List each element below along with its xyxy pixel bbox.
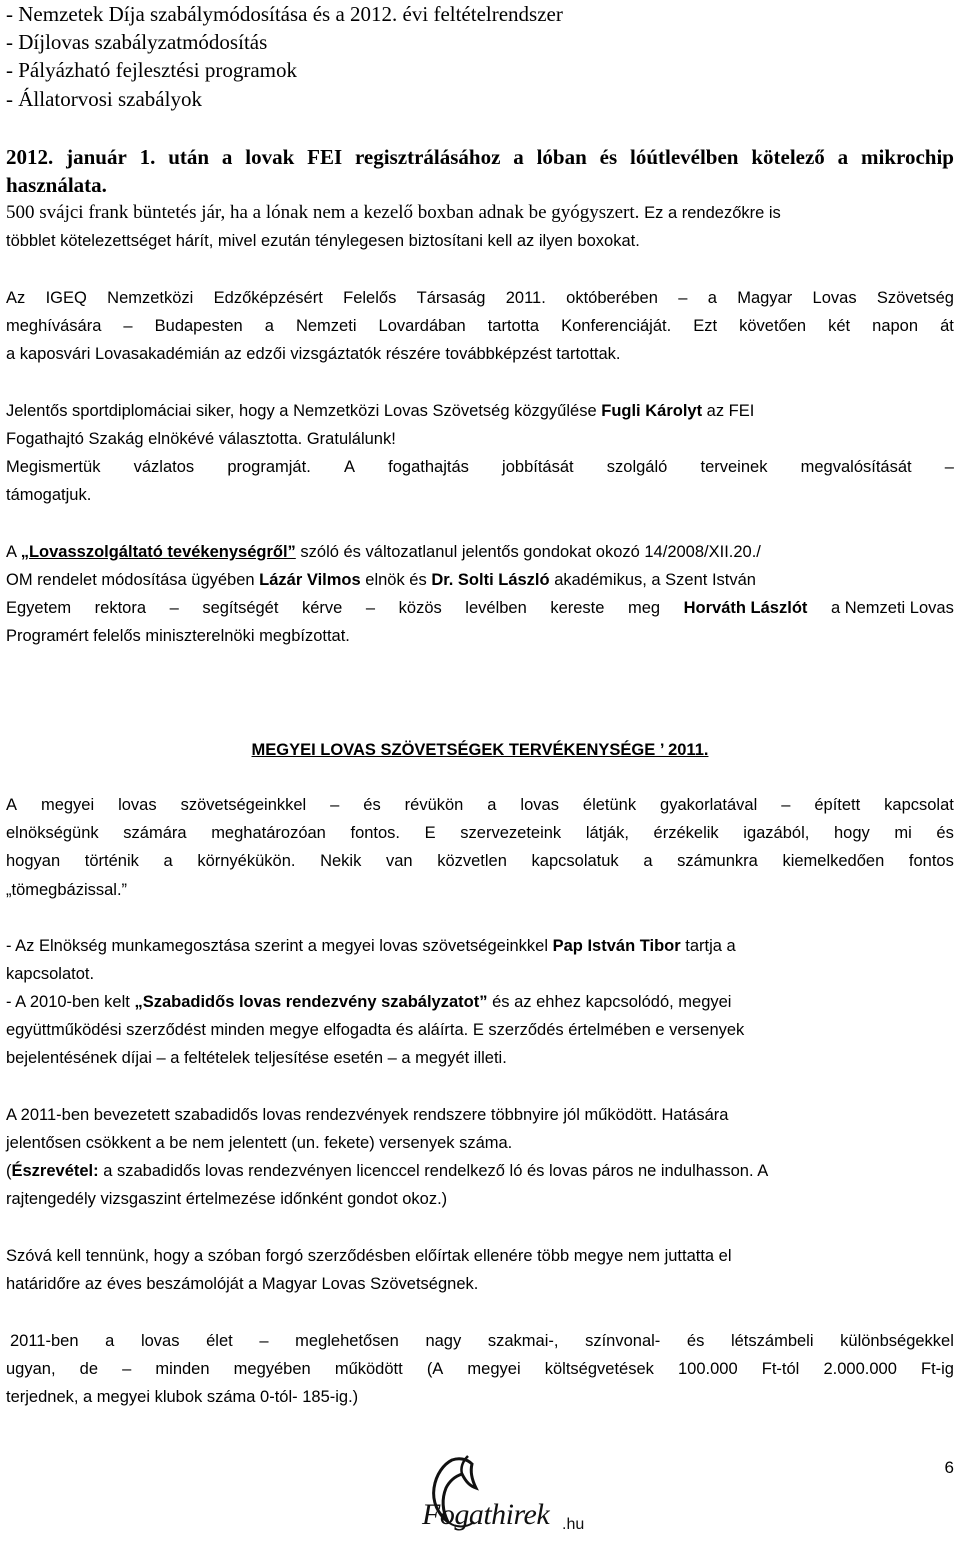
megyei-line-4: „tömegbázissal.” [6,881,128,899]
pap-line-3: - A 2010-ben kelt „Szabadidős lovas rendezvény szabályzatot” és az ehhez kapcsolódó, megyei [6,993,732,1011]
word: mikrochip [861,145,954,169]
logo-suffix: .hu [562,1516,585,1533]
szabadido-line-1: A 2011-ben bevezetett szabadidős lovas rendezvények rendszere többnyire jól működött. Hatására [6,1106,729,1124]
word: számunkra [677,852,758,870]
word: fontos. [350,824,401,842]
list-item: - Állatorvosi szabályok [6,87,202,111]
word: kapcsolat [884,796,954,814]
word: Lovas [812,289,857,307]
pap-line-1: - Az Elnökség munkamegosztása szerint a megyei lovas szövetségeinkkel Pap István Tibor tartja a [6,937,736,955]
word: Megismertük [6,458,101,476]
word: Edzőképzésért [213,289,323,307]
word: Ft-ig [920,1360,954,1378]
word: különbségekkel [840,1332,954,1350]
word: január [66,145,127,169]
word: környékükön. [197,852,296,870]
word: – [123,317,133,335]
word: (A [426,1360,444,1378]
word: számára [123,824,187,842]
word: lovak [245,145,295,169]
word: – [122,1360,132,1378]
pap-line-5: bejelentésének díjai – a feltételek teljesítése esetén – a megyét illeti. [6,1049,507,1067]
word: lovas [140,1332,180,1350]
word: minden [155,1360,210,1378]
section-heading: MEGYEI LOVAS SZÖVETSÉGEK TERVÉKENYSÉGE ’ 2011. [251,741,709,759]
word: szövetségeinkkel [180,796,307,814]
list-item: - Díjlovas szabályzatmódosítás [6,30,268,54]
word: 100.000 [678,1360,738,1378]
word: Felelős [343,289,397,307]
word: 1. [139,145,156,169]
word: fontos [908,852,954,870]
word: meghívására [6,317,102,335]
word: szolgáló [606,458,668,476]
word: megyében [233,1360,311,1378]
word: közvetlen [437,852,507,870]
word: a [837,145,849,169]
szabadido-line-4: rajtengedély vizsgaszint értelmezése időnként gondot okoz.) [6,1190,448,1208]
word: Nemzeti [295,317,357,335]
word: szervezeteink [460,824,562,842]
word: át [940,317,954,335]
igeq-line-2 [6,312,954,340]
logo-text: Fogathirek [422,1498,550,1531]
word: kötelező [751,145,825,169]
pap-line-2: kapcsolatot. [6,965,95,983]
pap-line-4: együttműködési szerződést minden megye elfogadta és aláírta. E szerződés értelmében e versenyek [6,1021,745,1039]
word: létszámbeli [730,1332,814,1350]
word: igazából, [743,824,810,842]
word: E [424,824,436,842]
word: – [678,289,688,307]
fei-line-2: használata. [6,173,107,197]
word: a [487,796,497,814]
word: révükön [404,796,464,814]
szabadido-line-3: (Észrevétel: a szabadidős lovas rendezvényen licenccel rendelkező ló és lovas páros ne indulhasson. A [6,1162,769,1180]
word: Ezt [693,317,718,335]
word: lovas [118,796,157,814]
lazar-line-4: Programért felelős miniszterelnöki megbízottat. [6,627,350,645]
word: – [781,796,791,814]
fugli-line-4: támogatjuk. [6,486,92,504]
word: és [363,796,381,814]
list-item: - Nemzetek Díja szabálymódosítása és a 2012. évi feltételrendszer [6,2,563,26]
word: meglehetősen [295,1332,399,1350]
lazar-line-3: Egyetem rektora – segítségét kérve – közös levélben kereste meg Horváth Lászlót a Nemzeti Lovas [6,599,954,617]
word: Szövetség [876,289,954,307]
word: októberében [566,289,658,307]
word: Nemzetközi [107,289,194,307]
megyei-line-2 [6,819,954,847]
word: lóban [536,145,587,169]
word: fogathajtás [388,458,469,476]
fugli-line-3 [6,453,954,481]
megyei-line-1 [6,791,954,819]
word: kapcsolatuk [531,852,619,870]
word: ugyan, [6,1360,56,1378]
word: – [259,1332,269,1350]
word: Budapesten [154,317,243,335]
word: meghatározóan [211,824,326,842]
word: nagy [425,1332,462,1350]
word: követően [739,317,807,335]
word: kiemelkedően [782,852,885,870]
fogathirek-logo [422,1452,602,1544]
word: a [105,1332,115,1350]
word: 2011. [505,289,546,307]
word: hogyan [6,852,61,870]
fei-line-4: többlet kötelezettséget hárít, mivel ezután ténylegesen biztosítani kell az ilyen boxokat. [6,232,640,250]
word: – [330,796,340,814]
word: két [828,317,851,335]
word: regisztrálásához [354,145,501,169]
word: FEI [307,145,343,169]
igeq-line-1 [6,284,954,312]
word: Ft-tól [761,1360,800,1378]
word: a [221,145,233,169]
lazar-line-2: OM rendelet módosítása ügyében Lázár Vilmos elnök és Dr. Solti László akadémikus, a Szent István [6,571,756,589]
word: 2012. [6,145,54,169]
word: Konferenciáját. [561,317,672,335]
word: épített [814,796,861,814]
word: lovas [520,796,559,814]
lovas-elet-line-2 [6,1355,954,1383]
word: de [79,1360,99,1378]
word: 2.000.000 [823,1360,897,1378]
word: van [385,852,413,870]
megyei-line-3 [6,847,954,875]
word: költségvetések [544,1360,654,1378]
fugli-line-2: Fogathajtó Szakág elnökévé választotta. Gratulálunk! [6,430,396,448]
fei-line-3: 500 svájci frank büntetés jár, ha a lónak nem a kezelő boxban adnak be gyógyszert. Ez a rendezőkre is [6,202,781,223]
fei-line-1 [6,143,954,171]
word: a [643,852,653,870]
word: a [163,852,173,870]
word: programját. [227,458,311,476]
lazar-line-1: A „Lovasszolgáltató tevékenységről” szóló és változatlanul jelentős gondokat okozó 14/2008/XII.20./ [6,543,761,561]
list-item: - Pályázható fejlesztési programok [6,58,297,82]
page-number: 6 [944,1458,954,1477]
word: történik [84,852,139,870]
word: és [599,145,618,169]
lovas-elet-line-3: terjednek, a megyei klubok száma 0-tól- 185-ig.) [6,1388,359,1406]
word: napon [872,317,919,335]
igeq-line-3: a kaposvári Lovasakadémián az edzői vizsgáztatók részére továbbképzést tartottak. [6,345,621,363]
word: jobbítását [502,458,574,476]
word: után [168,145,210,169]
word: élet [206,1332,233,1350]
word: működött [334,1360,403,1378]
word: vázlatos [133,458,195,476]
word: tartotta [487,317,540,335]
word: elnökségünk [6,824,99,842]
szova-line-1: Szóvá kell tennünk, hogy a szóban forgó szerződésben előírtak ellenére több megye nem juttatta el [6,1247,732,1265]
word: érzékelik [653,824,719,842]
word: mi [894,824,912,842]
word: megvalósítását [800,458,912,476]
szova-line-2: határidőre az éves beszámolóját a Magyar Lovas Szövetségnek. [6,1275,479,1293]
word: Az [6,289,26,307]
word: terveinek [700,458,768,476]
word: IGEQ [45,289,87,307]
word: lóútlevélben [629,145,739,169]
word: Nekik [320,852,362,870]
fugli-line-1: Jelentős sportdiplomáciai siker, hogy a Nemzetközi Lovas Szövetség közgyűlése Fugli Károlyt az FEI [6,402,755,420]
word: 2011-ben [10,1332,79,1350]
szabadido-line-2: jelentősen csökkent a be nem jelentett (un. fekete) versenyek száma. [6,1134,513,1152]
word: A [343,458,355,476]
word: gyakorlatával [660,796,758,814]
word: megyei [467,1360,521,1378]
word: a [707,289,717,307]
word: szakmai-, [487,1332,559,1350]
word: a [513,145,524,169]
lovas-elet-line-1 [10,1327,954,1355]
word: megyei [40,796,95,814]
word: életünk [582,796,637,814]
word: a [264,317,274,335]
word: Magyar [737,289,793,307]
word: hogy [833,824,870,842]
word: Lovardában [378,317,466,335]
word: Társaság [416,289,486,307]
word: – [944,458,954,476]
word: A [6,796,18,814]
word: és [686,1332,705,1350]
word: és [936,824,954,842]
word: látják, [585,824,629,842]
word: színvonal- [585,1332,661,1350]
